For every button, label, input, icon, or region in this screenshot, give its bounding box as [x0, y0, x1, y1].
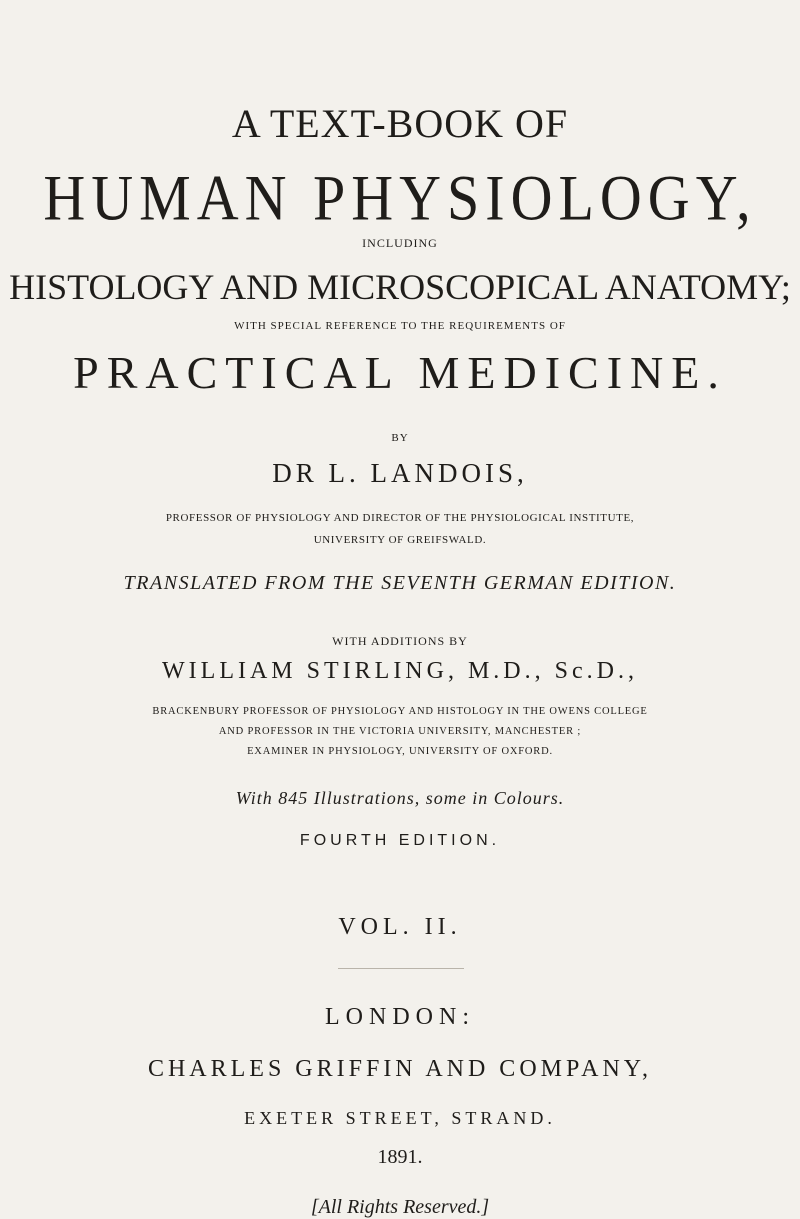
- publisher-name: CHARLES GRIFFIN AND COMPANY,: [147, 1056, 653, 1082]
- practical-medicine: PRACTICAL MEDICINE.: [73, 347, 727, 398]
- author-title-2: UNIVERSITY OF GREIFSWALD.: [313, 534, 487, 546]
- author-title-1: PROFESSOR OF PHYSIOLOGY AND DIRECTOR OF THE PHYSIOLOGICAL INSTITUTE,: [165, 512, 635, 524]
- publisher-address: EXETER STREET, STRAND.: [244, 1108, 556, 1128]
- divider-rule: [338, 968, 464, 969]
- additions-by-label: WITH ADDITIONS BY: [332, 634, 468, 648]
- translator-title-1: BRACKENBURY PROFESSOR OF PHYSIOLOGY AND HISTOLOGY IN THE OWENS COLLEGE: [152, 706, 648, 717]
- rights-notice: [All Rights Reserved.]: [310, 1196, 490, 1218]
- publication-year: 1891.: [377, 1146, 423, 1168]
- publisher-city: LONDON:: [325, 1004, 475, 1030]
- edition-label: FOURTH EDITION.: [299, 832, 501, 849]
- translator-name: WILLIAM STIRLING, M.D., Sc.D.,: [162, 658, 638, 684]
- translated-note: TRANSLATED FROM THE SEVENTH GERMAN EDITION.: [123, 572, 677, 594]
- illustrations-note: With 845 Illustrations, some in Colours.: [235, 788, 565, 808]
- including-label: INCLUDING: [362, 236, 438, 250]
- translator-title-2: AND PROFESSOR IN THE VICTORIA UNIVERSITY, MANCHESTER ;: [218, 726, 582, 737]
- title-line-human-physiology: HUMAN PHYSIOLOGY,: [43, 161, 757, 234]
- by-label: BY: [391, 432, 409, 444]
- title-line-textbook-of: A TEXT-BOOK OF: [231, 101, 569, 146]
- author-name: DR L. LANDOIS,: [272, 458, 528, 488]
- subtitle-histology: HISTOLOGY AND MICROSCOPICAL ANATOMY;: [9, 267, 791, 307]
- reference-line: WITH SPECIAL REFERENCE TO THE REQUIREMENTS OF: [234, 320, 566, 332]
- volume-label: VOL. II.: [338, 914, 462, 940]
- translator-title-3: EXAMINER IN PHYSIOLOGY, UNIVERSITY OF OXFORD.: [247, 746, 553, 757]
